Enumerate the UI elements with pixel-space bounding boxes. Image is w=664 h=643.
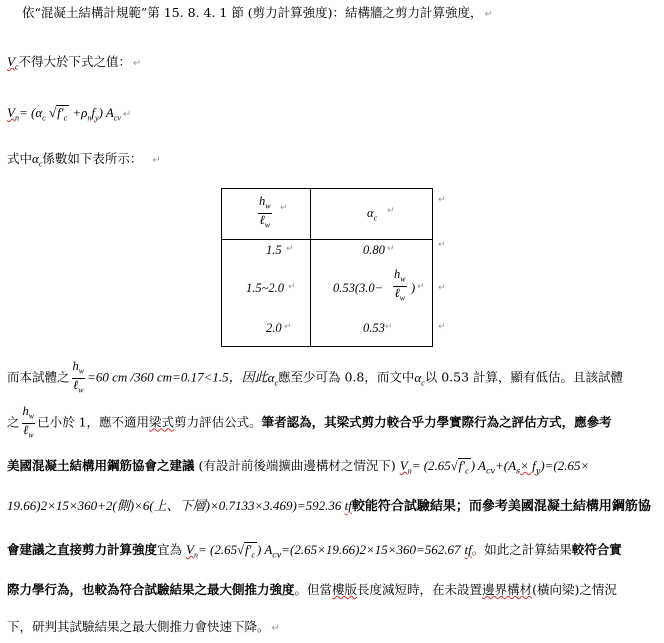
p1-text-a: 而本試體之 <box>7 369 70 385</box>
coef-intro-pre: 式中 <box>7 151 33 166</box>
intro-text: 依“混凝土結構計規範”第 15. 8. 4. 1 節 (剪力計算強度)：結構牆之剪力計算強度， <box>22 5 483 20</box>
row-end-mark-icon: ↵ <box>438 322 446 332</box>
eq-close: ) A <box>98 105 114 120</box>
vc-limit-line <box>7 53 141 77</box>
coef-alpha: $\alpha_c$ <box>32 151 43 169</box>
p6-bold: 際力學行為，也較為符合試驗結果之最大側推力強度 <box>7 582 295 597</box>
cell-mark-icon: ↵ <box>385 322 393 332</box>
p4-bold: 較能符合試驗結果；而參考美國混凝土結構用鋼筋協 <box>351 498 651 513</box>
p2-text-c: 梁式 <box>149 414 175 430</box>
ratio-fraction: $h_w$ ℓ$_w$ <box>259 194 271 229</box>
p5-text-e: 。如此之計算結果 <box>471 542 572 557</box>
eq-rho-sub: n <box>87 113 92 123</box>
eq-alpha-sub: c <box>42 113 46 123</box>
coef-intro-post: 係數如下表所示： <box>42 151 143 166</box>
p3-sqrt: $f'_c$ <box>458 458 471 479</box>
p3-text-e-sub: y <box>535 466 541 476</box>
cell-mark-icon: ↵ <box>387 206 395 216</box>
p5-text-a: 宜為 <box>157 542 183 557</box>
ratio-row-3: 2.0 <box>266 321 282 335</box>
para-line-2 <box>7 405 612 441</box>
p2-text-a: 之 <box>7 414 20 430</box>
p2-fraction: $\frac{h_w}{\ell_w}$ <box>22 404 35 439</box>
p6-text-c: 長度減短時，在未設置 <box>357 582 483 597</box>
p3-text-c: ) A <box>470 458 486 473</box>
p3-vn: $V_n$ <box>399 458 412 476</box>
vc-symbol: $V_c$ <box>7 54 19 72</box>
p3-text-c-sub: cv <box>486 466 495 476</box>
coef-intro-line <box>7 150 161 174</box>
p5-text-d: =(2.65×19.66)2×15×360=562.67 <box>281 542 461 557</box>
p6-text-a: 。但當 <box>294 582 333 597</box>
paragraph-mark-icon: ↵ <box>271 623 280 634</box>
cell-mark-icon: ↵ <box>286 244 294 254</box>
intro-line <box>22 4 493 24</box>
para-line-5: 會建議之直接剪力計算強度宜為 $V_n= (2.65√f'_c$ ) $A_{cv}=(2.65\times 19.66)2\times 15\times 360=562.67$ tf。如此之計算結果較符合實 <box>7 541 622 565</box>
ratio-row-2: 1.5~2.0 <box>246 281 285 295</box>
table-header-alpha <box>311 189 433 240</box>
p3-text-b: = (2.65 <box>411 458 451 473</box>
para-line-4 <box>7 497 651 515</box>
vc-limit-text: 不得大於下式之值： <box>18 54 132 69</box>
cell-mark-icon: ↵ <box>417 282 425 292</box>
eq-fy: f <box>91 105 96 120</box>
p3-text-f: )=(2.65× <box>540 458 590 473</box>
p5-text-b: = (2.65 <box>197 542 238 557</box>
table-ratio-column <box>222 240 311 347</box>
row-end-mark-icon: ↵ <box>438 283 446 293</box>
p5-text-c-sub: cv <box>272 550 282 560</box>
p1-text-c: 應至少可為 0.8，而文中 <box>278 369 415 385</box>
p1-alpha: $\alpha_c$ <box>267 369 278 388</box>
eq-rho: +ρ <box>69 105 88 120</box>
p6-text-e: (橫向梁)之情況 <box>532 582 617 597</box>
ratio-row-1: 1.5 <box>266 243 282 257</box>
coefficient-table <box>221 188 433 347</box>
p3-bold: 美國混凝土結構用鋼筋協會之建議 <box>7 458 195 473</box>
shear-equation: $V_n= (\alpha_c$ $√f'_c +\rho_nf_y$) $A_{cv}$ ↵ <box>7 104 131 128</box>
paragraph-mark-icon: ↵ <box>152 155 161 166</box>
eq-area-sub: cv <box>113 113 121 123</box>
p5-bold2: 較符合實 <box>571 542 622 557</box>
table-value-column <box>311 240 433 347</box>
paragraph-mark-icon: ↵ <box>133 58 142 69</box>
para-line-1 <box>7 360 623 396</box>
p2-text-b: 已小於 1，應不適用 <box>37 414 150 430</box>
p4-tf: tf <box>344 498 352 513</box>
p1-fraction: $\frac{h_w}{\ell_w}$ <box>72 359 85 394</box>
p1-text-b: =60 cm /360 cm=0.17<1.5，因此 <box>87 369 268 385</box>
p1-alpha2: $\alpha_c$ <box>414 369 425 388</box>
p5-text-c: ) A <box>256 542 273 557</box>
cell-mark-icon: ↵ <box>280 203 288 213</box>
p1-text-d: 以 0.53 計算，顯有低估。且該試體 <box>424 369 624 385</box>
row-end-mark-icon: ↵ <box>438 240 446 250</box>
para-line-7 <box>7 618 280 638</box>
eq-fy-sub: y <box>95 113 99 123</box>
para-line-6 <box>7 581 617 599</box>
p7-text: 下，研判其試驗結果之最大側推力會快速下降。 <box>7 619 270 634</box>
eq-alpha: α <box>35 105 43 120</box>
alpha-header: $\alpha_c$ <box>367 206 378 223</box>
p5-sqrt: $f'_c$ <box>244 542 257 563</box>
p3-text-d-sub: s <box>516 466 521 476</box>
p5-tf: tf <box>464 542 472 557</box>
value-row-2-post: ) <box>411 281 416 295</box>
table-header-ratio <box>222 189 311 240</box>
p2-text-d: 剪力評估公式。 <box>174 414 262 430</box>
value-row-3: 0.53 <box>363 321 385 335</box>
p4-text-a: 19.66)2×15×360+2(側)×6(上、下層)×0.7133×3.469)=592.36 <box>7 498 342 513</box>
paragraph-mark-icon: ↵ <box>484 9 493 20</box>
p5-bold: 會建議之直接剪力計算強度 <box>7 542 158 557</box>
value-row-2-pre: 0.53(3.0− <box>333 281 384 295</box>
cell-mark-icon: ↵ <box>387 244 395 254</box>
cell-mark-icon: ↵ <box>288 282 296 292</box>
p3-text-e: × f <box>520 458 536 473</box>
value-row-2-fraction: $h_w$ ℓ$_w$ <box>394 267 406 302</box>
p6-text-d: 邊界構材 <box>482 582 533 597</box>
para-line-3: 美國混凝土結構用鋼筋協會之建議 (有設計前後端擴曲邊構材之情況下) $V_n= (2.65√f'_c$ ) $A_{cv}+(A_s\times f_y)=(2.65\times$ <box>7 457 589 481</box>
eq-open: = ( <box>18 105 36 120</box>
p3-text-d: +(A <box>495 458 517 473</box>
p2-bold: 筆者認為，其梁式剪力較合乎力學實際行為之評估方式，應參考 <box>261 414 612 430</box>
cell-mark-icon: ↵ <box>284 322 292 332</box>
row-end-mark-icon: ↵ <box>438 195 446 205</box>
p3-text-a: (有設計前後端擴曲邊構材之情況下) <box>194 458 396 473</box>
p5-vn: $V_n$ <box>186 542 198 560</box>
eq-lhs: $V_n$ <box>7 105 19 123</box>
value-row-1: 0.80 <box>363 243 385 257</box>
eq-sqrt: $f'_c$ <box>56 105 69 126</box>
p6-text-b: 樓版 <box>332 582 358 597</box>
paragraph-mark-icon: ↵ <box>122 109 132 120</box>
